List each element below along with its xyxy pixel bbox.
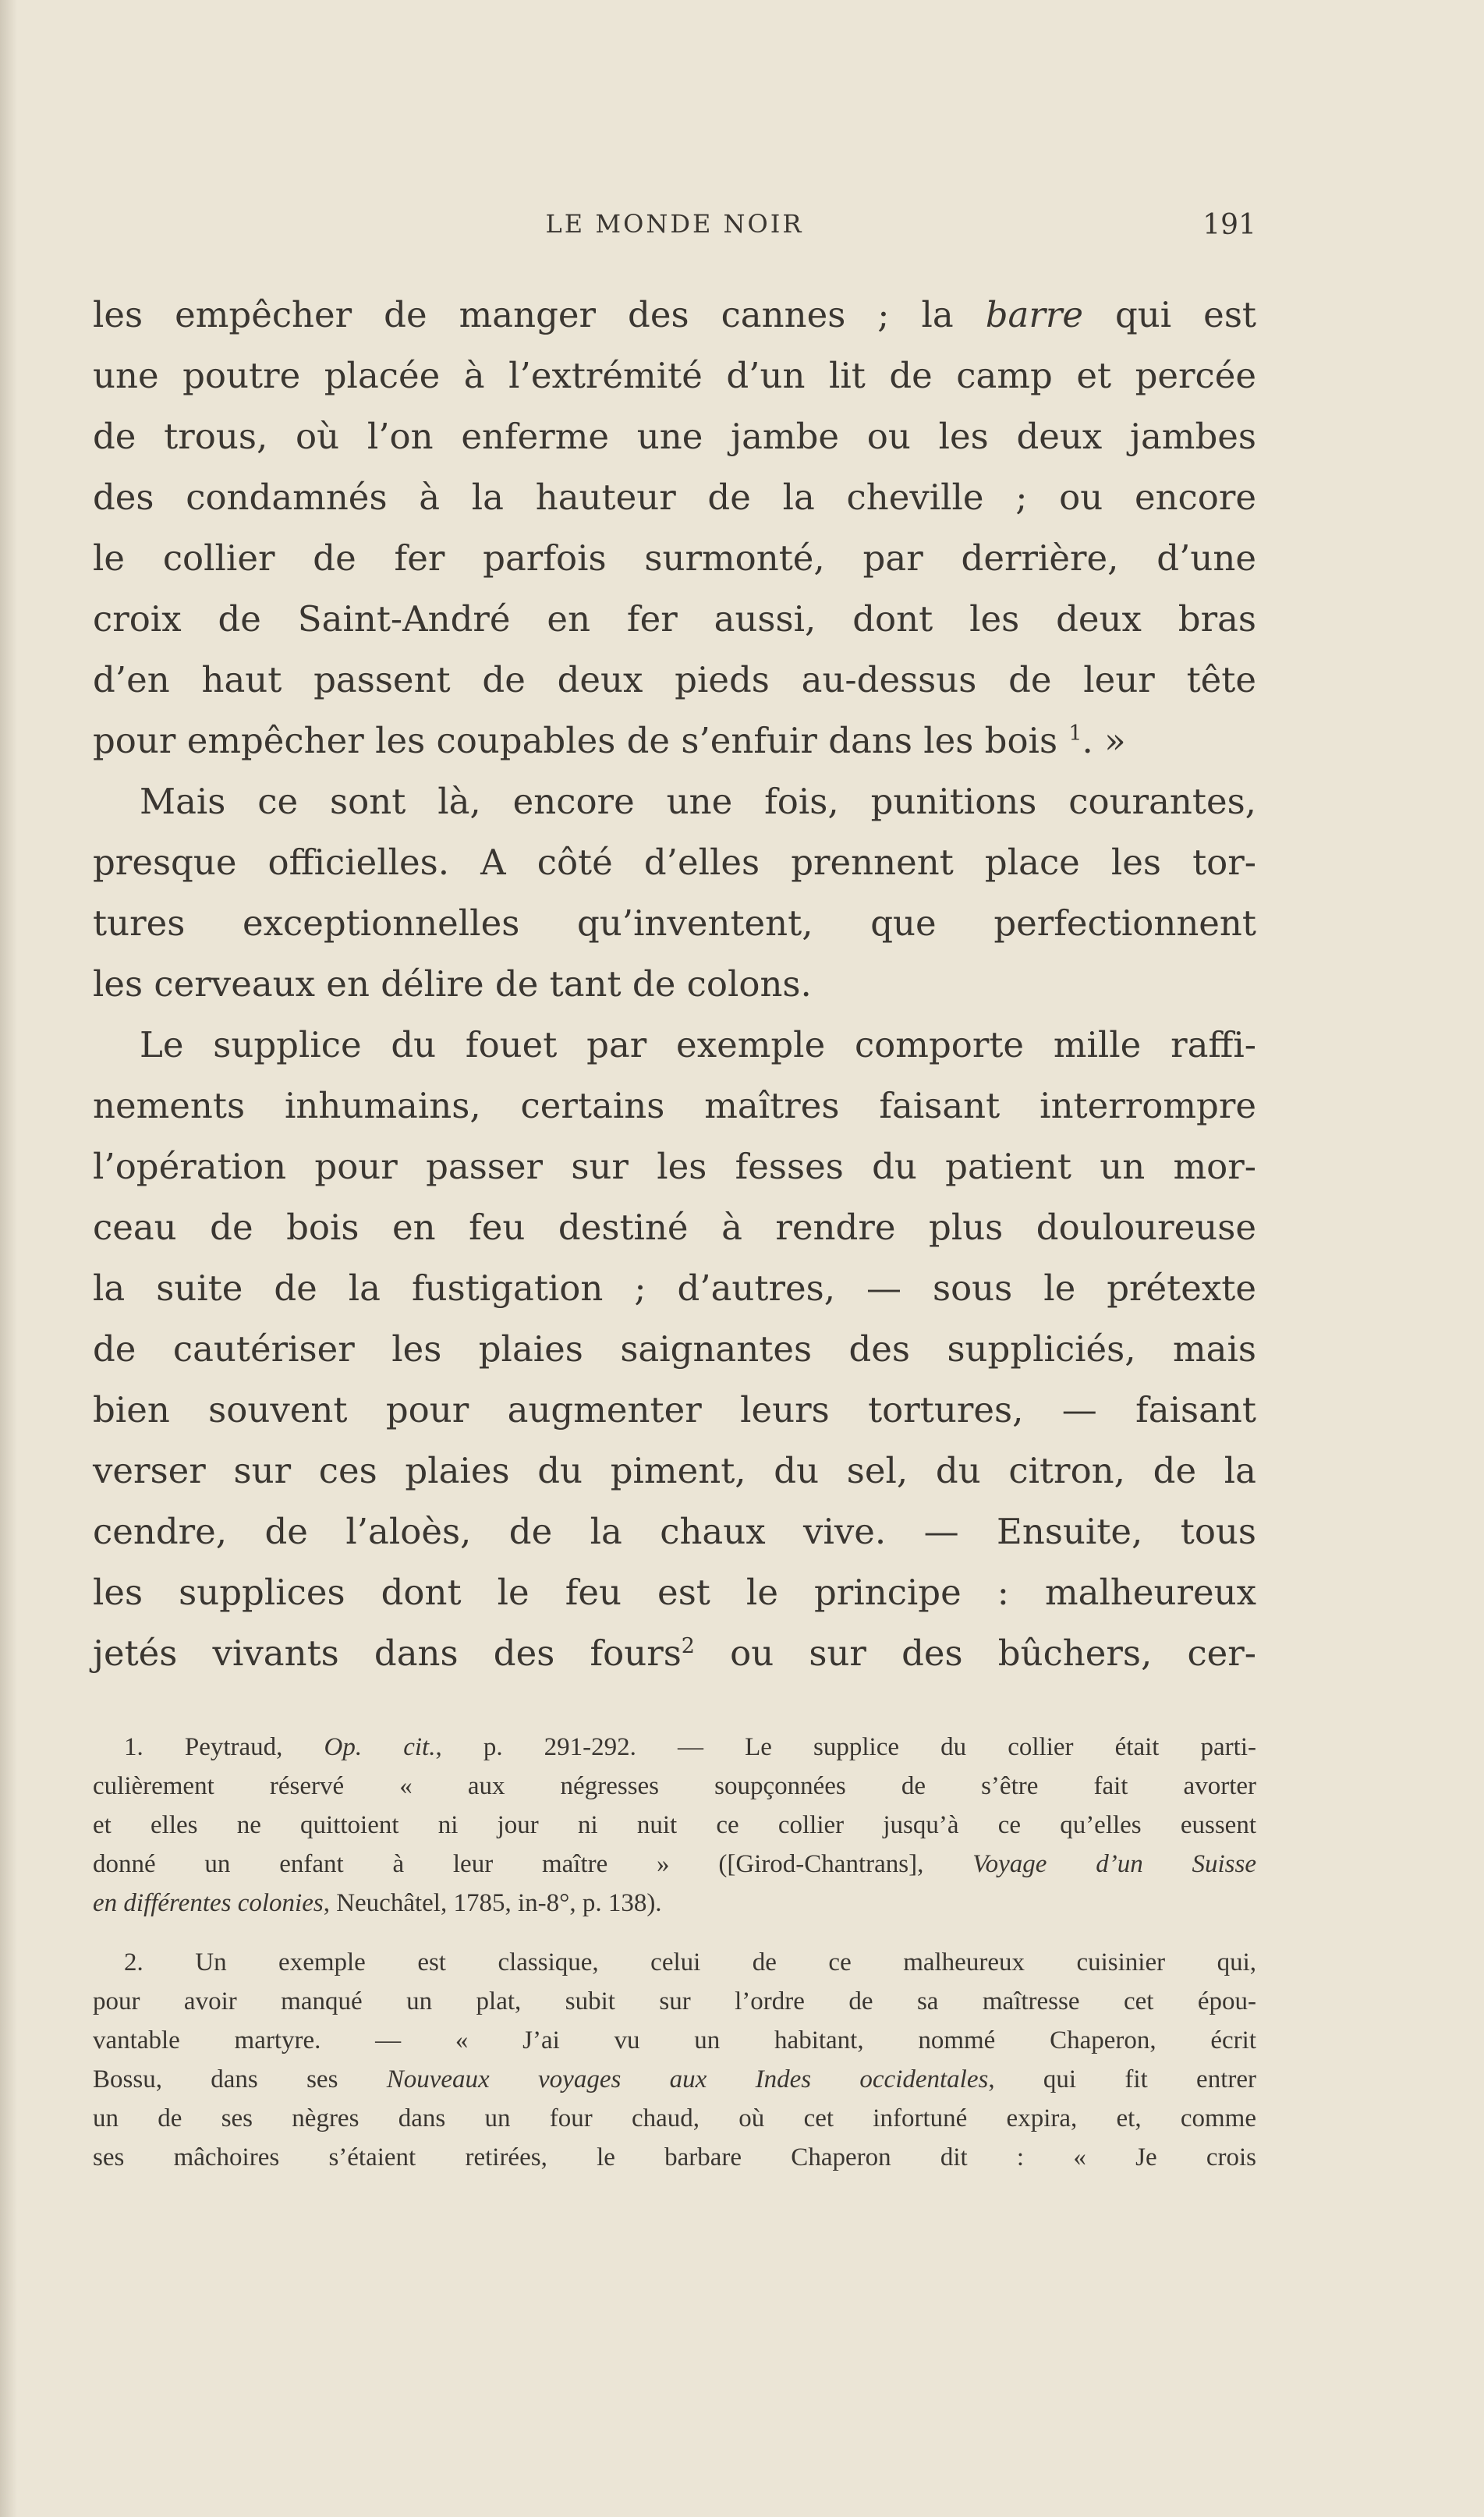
text-segment: donné un enfant à leur maître » ([Girod-Chantrans], bbox=[93, 1850, 973, 1878]
text-segment: de cautériser les plaies saignantes des suppliciés, mais bbox=[93, 1328, 1256, 1370]
text-line bbox=[93, 832, 1256, 893]
text-segment: d’en haut passent de deux pieds au-dessus de leur tête bbox=[93, 659, 1256, 700]
body-text bbox=[93, 285, 1256, 1684]
text-line bbox=[93, 893, 1256, 954]
footnote-line bbox=[93, 2060, 1256, 2099]
text-line bbox=[93, 1015, 1256, 1076]
text-segment: culièrement réservé « aux négresses soupçonnées de s’être fait avorter bbox=[93, 1772, 1256, 1800]
text-segment: pour avoir manqué un plat, subit sur l’ordre de sa maîtresse cet épou- bbox=[93, 1987, 1256, 2015]
text-line bbox=[93, 1136, 1256, 1197]
text-segment: jetés vivants dans des fours bbox=[93, 1633, 682, 1674]
text-segment: croix de Saint-André en fer aussi, dont les deux bras bbox=[93, 598, 1256, 640]
text-segment: les empêcher de manger des cannes ; la bbox=[93, 294, 986, 335]
text-line bbox=[93, 406, 1256, 467]
footnote-line bbox=[93, 2021, 1256, 2060]
text-segment: Voyage d’un Suisse bbox=[972, 1850, 1256, 1878]
text-segment: et elles ne quittoient ni jour ni nuit ce collier jusqu’à ce qu’elles eussent bbox=[93, 1811, 1256, 1839]
footnote-gap bbox=[93, 1923, 1256, 1943]
text-segment: 2. Un exemple est classique, celui de ce malheureux cuisinier qui, bbox=[124, 1948, 1256, 1976]
text-line bbox=[93, 528, 1256, 589]
text-line bbox=[93, 650, 1256, 711]
text-segment: l’opération pour passer sur les fesses du patient un mor- bbox=[93, 1146, 1256, 1187]
text-segment: nements inhumains, certains maîtres faisant interrompre bbox=[93, 1085, 1256, 1126]
text-line bbox=[93, 589, 1256, 650]
text-line bbox=[93, 346, 1256, 406]
text-segment: les supplices dont le feu est le principe : malheureux bbox=[93, 1572, 1256, 1613]
footnote-line bbox=[93, 1943, 1256, 1982]
text-segment: . » bbox=[1082, 720, 1126, 761]
footnote-line bbox=[93, 1982, 1256, 2021]
footnotes bbox=[93, 1728, 1256, 2177]
footnote-ref: 1 bbox=[1068, 721, 1082, 746]
text-segment: en différentes colonies bbox=[93, 1889, 324, 1917]
text-segment: Op. cit. bbox=[324, 1733, 436, 1761]
text-line bbox=[93, 1441, 1256, 1501]
text-line bbox=[93, 1623, 1256, 1684]
text-line bbox=[93, 1197, 1256, 1258]
text-segment: un de ses nègres dans un four chaud, où cet infortuné expira, et, comme bbox=[93, 2104, 1256, 2132]
text-segment: qui est bbox=[1083, 294, 1256, 335]
text-segment: ceau de bois en feu destiné à rendre plus douloureuse bbox=[93, 1207, 1256, 1248]
text-segment: , p. 291-292. — Le supplice du collier était parti- bbox=[435, 1733, 1256, 1761]
text-segment: des condamnés à la hauteur de la cheville ; ou encore bbox=[93, 477, 1256, 518]
text-segment: , Neuchâtel, 1785, in-8°, p. 138). bbox=[323, 1889, 662, 1917]
text-segment: ou sur des bûchers, cer- bbox=[694, 1633, 1256, 1674]
text-segment: , qui fit entrer bbox=[988, 2065, 1256, 2093]
text-segment: une poutre placée à l’extrémité d’un lit de camp et percée bbox=[93, 355, 1256, 396]
footnote-ref: 2 bbox=[681, 1634, 695, 1658]
footnote-line bbox=[93, 2099, 1256, 2138]
text-segment: presque officielles. A côté d’elles prennent place les tor- bbox=[93, 842, 1256, 883]
text-segment: 1. Peytraud, bbox=[124, 1733, 324, 1761]
text-segment: Le supplice du fouet par exemple comporte mille raffi- bbox=[140, 1024, 1256, 1065]
running-title: LE MONDE NOIR bbox=[545, 209, 804, 239]
text-segment: Mais ce sont là, encore une fois, punitions courantes, bbox=[140, 781, 1256, 822]
footnote-line bbox=[93, 1884, 1256, 1923]
footnote-line bbox=[93, 1806, 1256, 1845]
page-edge-shadow bbox=[0, 0, 17, 2517]
footnote-line bbox=[93, 1845, 1256, 1884]
text-segment: Nouveaux voyages aux Indes occidentales bbox=[386, 2065, 989, 2093]
text-line bbox=[93, 711, 1256, 771]
text-segment: le collier de fer parfois surmonté, par derrière, d’une bbox=[93, 537, 1256, 579]
text-line bbox=[93, 1562, 1256, 1623]
text-line bbox=[93, 285, 1256, 346]
text-segment: barre bbox=[985, 294, 1083, 335]
text-line bbox=[93, 1076, 1256, 1136]
footnote-line bbox=[93, 2138, 1256, 2177]
text-line bbox=[93, 1319, 1256, 1380]
footnote-line bbox=[93, 1728, 1256, 1767]
text-line bbox=[93, 1501, 1256, 1562]
text-segment: verser sur ces plaies du piment, du sel, du citron, de la bbox=[93, 1450, 1256, 1491]
text-segment: les cerveaux en délire de tant de colons. bbox=[93, 963, 812, 1005]
text-segment: pour empêcher les coupables de s’enfuir dans les bois bbox=[93, 720, 1069, 761]
text-line bbox=[93, 1380, 1256, 1441]
text-line bbox=[93, 1258, 1256, 1319]
text-segment: cendre, de l’aloès, de la chaux vive. — Ensuite, tous bbox=[93, 1511, 1256, 1552]
text-line bbox=[93, 771, 1256, 832]
text-line bbox=[93, 954, 1256, 1015]
footnote-line bbox=[93, 1767, 1256, 1806]
text-segment: Bossu, dans ses bbox=[93, 2065, 387, 2093]
text-line bbox=[93, 467, 1256, 528]
text-segment: la suite de la fustigation ; d’autres, — sous le prétexte bbox=[93, 1267, 1256, 1309]
text-segment: tures exceptionnelles qu’inventent, que perfectionnent bbox=[93, 902, 1256, 944]
page-header bbox=[93, 209, 1256, 248]
page-number: 191 bbox=[1202, 209, 1256, 241]
text-segment: de trous, où l’on enferme une jambe ou les deux jambes bbox=[93, 416, 1256, 457]
text-segment: vantable martyre. — « J’ai vu un habitant, nommé Chaperon, écrit bbox=[93, 2026, 1256, 2054]
text-segment: bien souvent pour augmenter leurs tortures, — faisant bbox=[93, 1389, 1256, 1430]
text-segment: ses mâchoires s’étaient retirées, le barbare Chaperon dit : « Je crois bbox=[93, 2143, 1256, 2171]
